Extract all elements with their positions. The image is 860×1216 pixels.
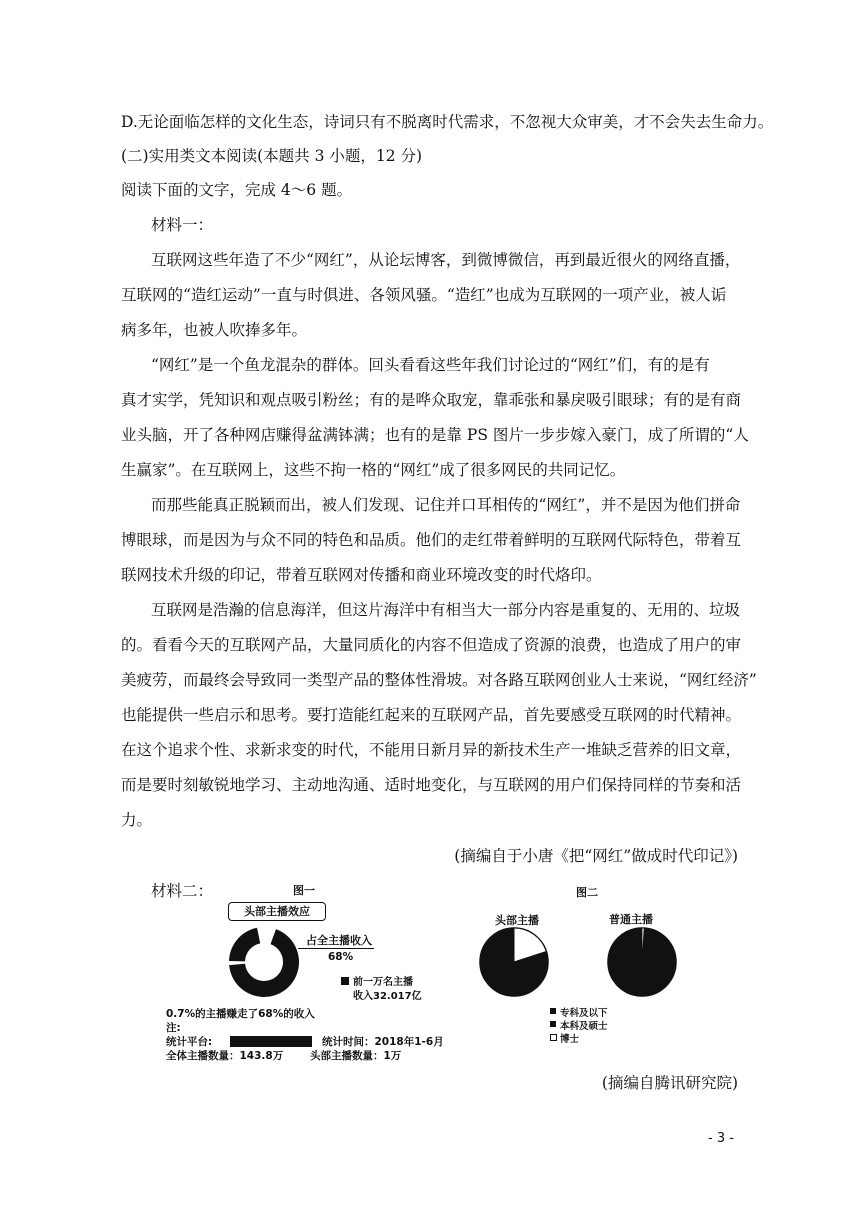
pie1-label: 头部主播 [495, 914, 539, 927]
share-value: 68% [328, 951, 354, 963]
legend2-item-2: 本科及硕士 [560, 1021, 608, 1032]
material1-label: 材料一： [151, 216, 214, 234]
legend-swatch [341, 977, 349, 985]
legend-label: 前一万名主播 [353, 977, 413, 988]
figure-2 [470, 882, 705, 1047]
option-d: D.无论面临怎样的文化生态，诗词只有不脱离时代需求，不忽视大众审美，才不会失去生命力。 [121, 113, 774, 131]
legend2-swatch-1 [550, 1008, 556, 1014]
para2-line2: 真才实学，凭知识和观点吸引粉丝；有的是哗众取宠，靠乖张和暴戾吸引眼球；有的是有商 [121, 391, 742, 409]
legend2-item-1: 专科及以下 [560, 1008, 608, 1019]
head-label: 头部主播数量：1万 [310, 1050, 402, 1062]
para4-line7: 力。 [121, 811, 153, 829]
figure1-caption: 0.7%的主播赚走了68%的收入 [166, 1008, 315, 1020]
para4-line6: 而是要时刻敏锐地学习、主动地沟通、适时地变化，与互联网的用户们保持同样的节奏和活 [121, 776, 742, 794]
para4-line5: 在这个追求个性、求新求变的时代，不能用日新月异的新技术生产一堆缺乏营养的旧文章， [121, 741, 742, 759]
donut-chart [228, 926, 300, 998]
figure1-title: 图一 [293, 884, 315, 897]
material2-label: 材料二： [151, 882, 214, 900]
pie2-label: 普通主播 [609, 913, 653, 926]
source-2: (摘编自腾讯研究院) [601, 1074, 738, 1092]
para4-line4: 也能提供一些启示和思考。要打造能红起来的互联网产品，首先要感受互联网的时代精神。 [121, 706, 742, 724]
share-label: 占全主播收入 [306, 934, 372, 947]
para2-line3: 业头脑，开了各种网店赚得盆满钵满；也有的是靠 PS 图片一步步嫁入豪门，成了所谓的“人 [121, 426, 749, 444]
para3-line3: 联网技术升级的印记，带着互联网对传播和商业环境改变的时代烙印。 [121, 566, 602, 584]
legend2-swatch-3 [550, 1034, 557, 1041]
figure-1 [160, 882, 450, 1064]
platform-label: 统计平台: [166, 1036, 213, 1048]
para4-line1: 互联网是浩瀚的信息海洋，但这片海洋中有相当大一部分内容是重复的、无用的、垃圾 [151, 601, 741, 619]
figure2-title: 图二 [576, 886, 598, 899]
para1-line1: 互联网这些年造了不少“网红”，从论坛博客，到微博微信，再到最近很火的网络直播， [151, 251, 741, 269]
source-1: (摘编自于小唐《把“网红”做成时代印记》) [454, 847, 738, 865]
para1-line3: 病多年，也被人吹捧多年。 [121, 321, 308, 339]
para4-line3: 美疲劳，而最终会导致同一类型产品的整体性滑坡。对各路互联网创业人士来说，“网红经济” [121, 671, 757, 689]
legend2-item-3: 博士 [560, 1034, 580, 1045]
para2-line1: “网红”是一个鱼龙混杂的群体。回头看看这些年我们讨论过的“网红”们，有的是有 [151, 356, 710, 374]
redacted-platform [230, 1036, 312, 1047]
donut-segment-rest [229, 928, 260, 962]
share-leader-line [298, 948, 374, 949]
time-label: 统计时间：2018年1-6月 [322, 1036, 444, 1048]
instruction: 阅读下面的文字，完成 4～6 题。 [121, 181, 353, 199]
legend-value: 收入32.017亿 [353, 991, 422, 1002]
pie-head-anchors [478, 926, 550, 998]
para3-line1: 而那些能真正脱颖而出，被人们发现、记住并口耳相传的“网红”，并不是因为他们拼命 [151, 496, 741, 514]
section-title: (二)实用类文本阅读(本题共 3 小题，12 分) [121, 147, 423, 165]
total-label: 全体主播数量：143.8万 [166, 1050, 284, 1062]
para4-line2: 的。看看今天的互联网产品，大量同质化的内容不但造成了资源的浪费，也造成了用户的审 [121, 636, 742, 654]
para1-line2: 互联网的“造红运动”一直与时俱进、各领风骚。“造红”也成为互联网的一项产业，被人诟 [121, 286, 727, 304]
note-label: 注: [166, 1022, 181, 1034]
pie-regular-anchors [606, 926, 678, 998]
para2-line4: 生赢家”。在互联网上，这些不拘一格的“网红”成了很多网民的共同记忆。 [121, 461, 626, 479]
page-number: - 3 - [708, 1131, 734, 1146]
figure1-box-label: 头部主播效应 [228, 902, 326, 921]
legend2-swatch-2 [550, 1021, 556, 1027]
para3-line2: 博眼球，而是因为与众不同的特色和品质。他们的走红带着鲜明的互联网代际特色，带着互 [121, 531, 742, 549]
